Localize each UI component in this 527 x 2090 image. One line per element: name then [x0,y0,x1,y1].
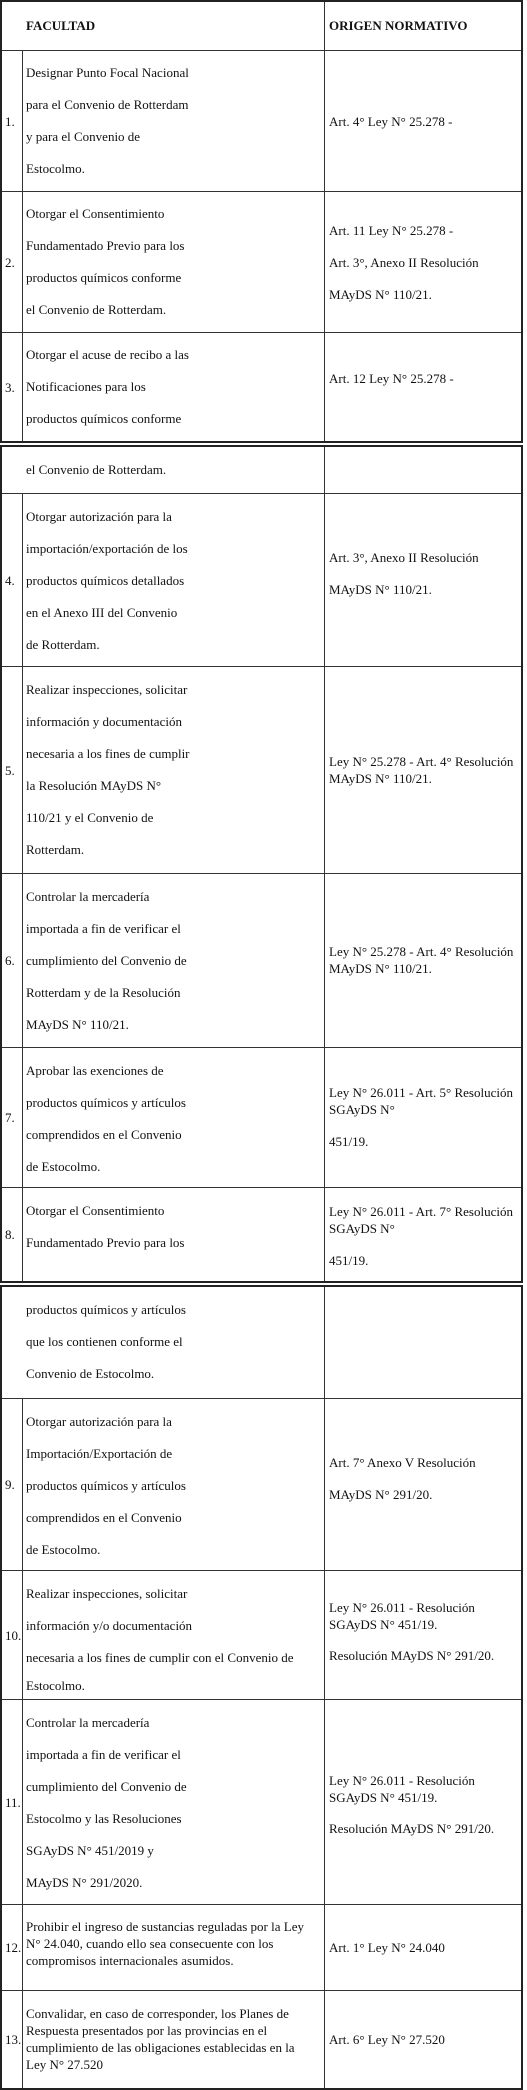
table-row [2,1047,521,1188]
facultad-cell: Controlar la mercadería importada a fin de verificar el cumplimiento del Convenio de Rotterdam y de la Resolución MAyDS N° 110/21. [26,889,187,1032]
facultad-cell: Convalidar, en caso de corresponder, los Planes de Respuesta presentados por las provincias en el cumplimiento de las obligaciones establecidas en la Ley N° 27.520 [26,2006,295,2072]
table-block [0,445,523,1283]
row-number: 7. [5,1110,15,1125]
facultad-cell: Realizar inspecciones, solicitar información y/o documentación necesaria a los fines de cumplir con el Convenio de Estocolmo. [26,1586,294,1693]
facultad-cell: Aprobar las exenciones de productos químicos y artículos comprendidos en el Convenio de Estocolmo. [26,1063,186,1174]
facultad-cell: Designar Punto Focal Nacional para el Convenio de Rotterdam y para el Convenio de Estocolmo. [26,65,189,176]
table-row [2,1990,521,2089]
origen-cell: Ley N° 26.011 - Resolución SGAyDS N° 451/19. Resolución MAyDS N° 291/20. [329,1773,495,1836]
facultad-cell: productos químicos y artículos que los contienen conforme el Convenio de Estocolmo. [26,1302,186,1381]
row-number: 6. [5,953,15,968]
table-row [2,191,521,333]
table-row [2,1187,521,1282]
table-row [2,1570,521,1700]
table-row [2,1904,521,1991]
origen-cell: Art. 7° Anexo V Resolución MAyDS N° 291/20. [329,1455,476,1502]
table-block [0,0,523,443]
row-number: 12. [5,1940,22,1955]
table-row [2,447,521,493]
row-number: 3. [5,379,15,395]
facultad-cell: Otorgar autorización para la importación/exportación de los productos químicos detallados en el Anexo III del Convenio de Rotterdam. [26,509,188,652]
origen-cell: Art. 12 Ley N° 25.278 - [329,371,454,386]
table-row [2,666,521,874]
table-row [2,1287,521,1398]
table-row [2,1699,521,1905]
header-origen-normativo: ORIGEN NORMATIVO [329,18,468,33]
row-number: 2. [5,254,15,270]
table-row [2,50,521,192]
row-number: 9. [5,1477,15,1492]
origen-cell: Ley N° 25.278 - Art. 4° Resolución MAyDS N° 110/21. [329,754,514,786]
row-number: 1. [5,113,15,129]
header-facultad: FACULTAD [26,18,96,33]
origen-cell: Ley N° 26.011 - Art. 5° Resolución SGAyDS N° 451/19. [329,1085,513,1149]
origen-cell: Ley N° 25.278 - Art. 4° Resolución MAyDS N° 110/21. [329,944,514,976]
origen-cell: Art. 11 Ley N° 25.278 - Art. 3°, Anexo II Resolución MAyDS N° 110/21. [329,223,479,302]
facultad-cell: Otorgar el acuse de recibo a las Notificaciones para los productos químicos conforme [26,347,189,426]
origen-cell: Ley N° 26.011 - Art. 7° Resolución SGAyDS N° 451/19. [329,1204,513,1268]
facultad-cell: Realizar inspecciones, solicitar información y documentación necesaria a los fines de cumplir la Resolución MAyDS N° 110/21 y el Convenio de Rotterdam. [26,682,190,857]
facultad-cell: Otorgar el Consentimiento Fundamentado Previo para los [26,1203,185,1250]
table-header [2,2,521,50]
table-row [2,332,521,442]
row-number: 5. [5,762,15,778]
facultad-cell: Otorgar autorización para la Importación/Exportación de productos químicos y artículos comprendidos en el Convenio de Estocolmo. [26,1414,186,1557]
table-row [2,1398,521,1571]
row-number: 4. [5,572,15,588]
facultad-cell: el Convenio de Rotterdam. [26,462,167,477]
facultad-cell: Prohibir el ingreso de sustancias reguladas por la Ley N° 24.040, cuando ello sea consecuente con los compromisos internacionales asumidos. [26,1919,304,1968]
origen-cell: Art. 1° Ley N° 24.040 [329,1940,445,1955]
origen-cell: Art. 4° Ley N° 25.278 - [329,114,453,129]
facultad-cell: Otorgar el Consentimiento Fundamentado Previo para los productos químicos conforme el Convenio de Rotterdam. [26,206,185,317]
origen-cell: Art. 3°, Anexo II Resolución MAyDS N° 110/21. [329,550,479,597]
row-number: 13. [5,2032,22,2047]
origen-cell: Ley N° 26.011 - Resolución SGAyDS N° 451/19. Resolución MAyDS N° 291/20. [329,1600,495,1663]
row-number: 11. [5,1794,21,1810]
row-number: 10. [5,1627,22,1643]
row-number: 8. [5,1227,15,1242]
facultad-cell: Controlar la mercadería importada a fin de verificar el cumplimiento del Convenio de Estocolmo y las Resoluciones SGAyDS N° 451/2019 y MAyDS N° 291/2020. [26,1715,187,1890]
origen-cell: Art. 6° Ley N° 27.520 [329,2032,445,2047]
table-row [2,873,521,1048]
table-row [2,493,521,667]
table-block [0,1285,523,2090]
